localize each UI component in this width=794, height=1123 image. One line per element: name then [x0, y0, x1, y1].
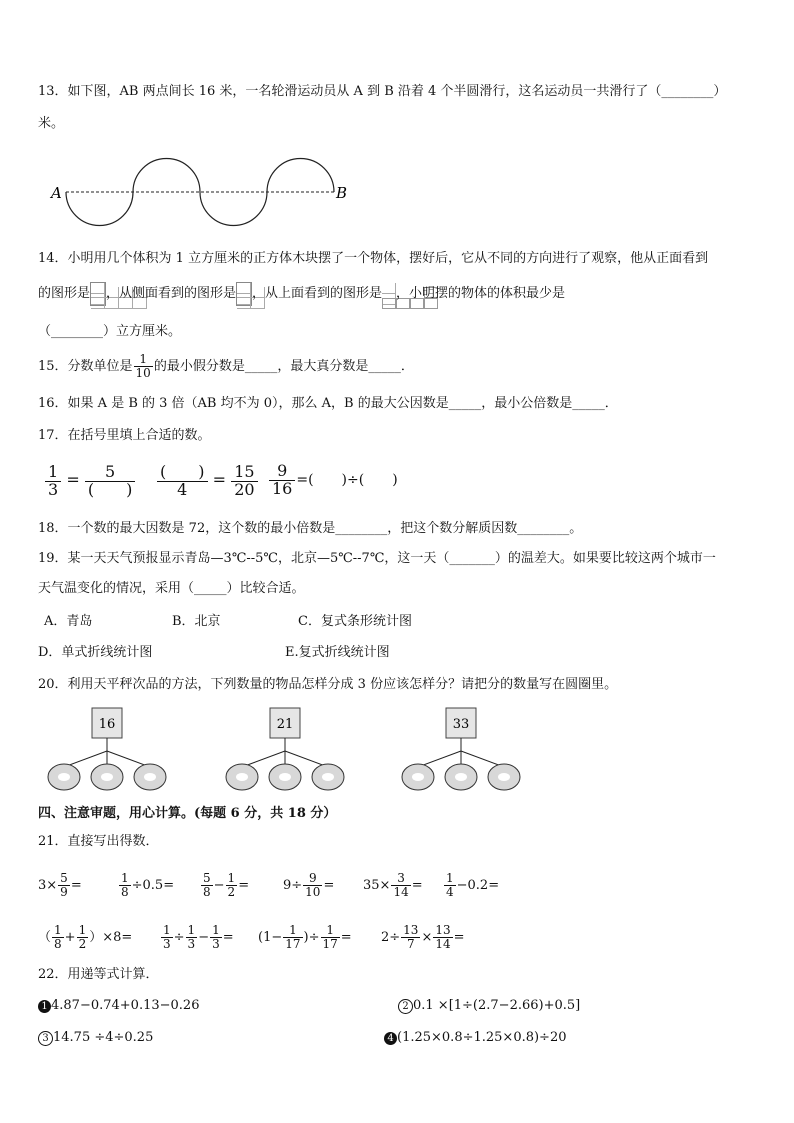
- fraction-denominator: 2: [78, 937, 87, 951]
- box-number: 16: [98, 717, 116, 732]
- fraction: [52, 924, 64, 950]
- expr: (1.25×0.8÷1.25×0.8)÷20: [397, 1030, 567, 1045]
- fraction: [231, 464, 257, 499]
- fraction-denominator: 3: [163, 937, 171, 951]
- expr-post: =: [323, 878, 335, 893]
- expr-pre: （: [38, 930, 52, 945]
- q21-item: [200, 866, 249, 906]
- q22-item-3: [38, 1030, 153, 1046]
- fraction-numerator: 1: [163, 923, 171, 938]
- q14-seg4: ，小明摆的物体的体积最少是: [396, 286, 566, 301]
- fraction-numerator: 1: [321, 924, 340, 938]
- q21-title: 21．直接写出得数．: [38, 834, 159, 849]
- q21-item: [38, 866, 82, 906]
- q19-option-e: E.复式折线统计图: [285, 645, 390, 660]
- fraction-numerator: 1: [446, 871, 454, 886]
- circled-number: 1: [38, 1000, 51, 1013]
- q21-item: [118, 866, 174, 906]
- fraction: [119, 872, 131, 898]
- operator: −: [213, 878, 225, 893]
- q22-item-4: [384, 1030, 567, 1046]
- q17-title: 17．在括号里填上合适的数。: [38, 428, 211, 443]
- fraction-unit: [134, 353, 153, 379]
- expr-post: =: [411, 878, 423, 893]
- fraction-denominator: 20: [234, 480, 255, 499]
- fraction-denominator: 16: [272, 479, 293, 498]
- expr-post: ）×8=: [89, 930, 133, 945]
- q13-line2: 米。: [38, 116, 65, 131]
- fraction: [201, 872, 213, 898]
- fraction-denominator: 4: [446, 885, 454, 899]
- q22-title: 22．用递等式计算．: [38, 967, 159, 982]
- fraction-numerator: 3: [391, 872, 410, 886]
- fraction-numerator: 1: [227, 871, 236, 886]
- fraction-numerator: 9: [303, 872, 322, 886]
- fraction: [269, 463, 295, 498]
- fraction-numerator: 5: [60, 871, 68, 886]
- fraction: [45, 464, 61, 499]
- q17-eq3-rest: =( )÷( ): [296, 472, 398, 488]
- q13-line1: 13．如下图，AB 两点间长 16 米，一名轮滑运动员从 A 到 B 沿着 4 个半圆滑行，这名运动员一共滑行了（________）: [38, 84, 727, 99]
- fraction-denominator: 14: [435, 937, 451, 951]
- fraction: [283, 924, 302, 950]
- fraction-denominator: 7: [406, 937, 415, 951]
- point-b-label: B: [336, 184, 348, 202]
- operator: −: [198, 930, 210, 945]
- box-number: 21: [276, 717, 294, 732]
- balance-diagram-33: [398, 705, 528, 795]
- q19-option-b: B．北京: [172, 614, 221, 629]
- q14-line2: [38, 279, 565, 309]
- equals: =: [212, 470, 227, 489]
- q19-option-a: A．青岛: [44, 614, 93, 629]
- fraction: [391, 872, 410, 898]
- circled-number: 3: [38, 1031, 53, 1046]
- q20-line: 20．利用天平秤次品的方法，下列数量的物品怎样分成 3 份应该怎样分？请把分的数量写在圆圈里。: [38, 677, 618, 692]
- balance-diagram-16: [44, 705, 174, 795]
- top-view-figure: [382, 283, 396, 305]
- fraction-numerator: 1: [45, 464, 61, 482]
- expr-pre: (1−: [258, 930, 283, 945]
- fraction-denominator: 17: [285, 937, 301, 951]
- fraction: [210, 924, 222, 950]
- q14-line1: 14．小明用几个体积为 1 立方厘米的正方体木块摆了一个物体，摆好后，它从不同的方向进行了观察，他从正面看到: [38, 251, 709, 266]
- equals: =: [66, 470, 80, 489]
- fraction-numerator: 1: [54, 923, 62, 938]
- fraction-numerator: 1: [134, 353, 153, 367]
- circled-number: 2: [398, 999, 413, 1014]
- expr-post: ÷0.5=: [131, 878, 175, 893]
- section-4-heading: 四、注意审题，用心计算。(每题 6 分，共 18 分）: [38, 806, 337, 821]
- operator: )÷: [303, 930, 320, 945]
- fraction: [444, 872, 456, 898]
- q18-line: 18．一个数的最大因数是 72，这个数的最小倍数是________，把这个数分解质因数________。: [38, 521, 583, 536]
- q17-eq3: [268, 455, 398, 506]
- q21-item: [160, 918, 234, 958]
- fraction-denominator: 8: [54, 937, 62, 951]
- fraction-numerator: 1: [283, 924, 302, 938]
- circled-number: 4: [384, 1032, 397, 1045]
- fraction-denominator: 10: [135, 366, 151, 380]
- q17-eq2: [156, 455, 259, 507]
- fraction-denominator: 4: [177, 480, 188, 499]
- fraction-denominator: 8: [121, 885, 129, 899]
- fraction: [77, 924, 89, 950]
- q14-line3: （________）立方厘米。: [38, 324, 182, 339]
- fraction-denominator: 9: [60, 885, 68, 899]
- expr: 4.87−0.74+0.13−0.26: [51, 998, 200, 1013]
- balance-diagram-21: [222, 705, 352, 795]
- expr-post: =: [238, 878, 250, 893]
- operator: ×: [421, 930, 433, 945]
- q19-line2: 天气温变化的情况，采用（_____）比较合适。: [38, 581, 305, 596]
- expr-pre: 2÷: [381, 930, 401, 945]
- fraction: [303, 872, 322, 898]
- q22-item-1: [38, 998, 199, 1014]
- q21-item: [363, 866, 423, 906]
- fraction-numerator: 15: [231, 464, 257, 482]
- fraction-denominator: ( ): [87, 480, 133, 499]
- fraction: [433, 924, 452, 950]
- fraction: [58, 872, 70, 898]
- expr-pre: 35×: [363, 878, 391, 893]
- q21-item: [38, 918, 132, 958]
- fraction-numerator: 13: [403, 923, 419, 938]
- fraction: [157, 464, 208, 499]
- q19-line1: 19．某一天天气预报显示青岛—3℃--5℃，北京—5℃--7℃，这一天（_______）的温差大。如果要比较这两个城市一: [38, 551, 716, 566]
- fraction-denominator: 2: [227, 885, 236, 899]
- expr-post: =: [222, 930, 234, 945]
- q21-item: [443, 866, 499, 906]
- fraction: [85, 464, 136, 499]
- fraction-numerator: 1: [212, 923, 220, 938]
- q14-seg2: ，从侧面看到的图形是: [106, 286, 237, 301]
- q21-item: [283, 866, 334, 906]
- expr-pre: 9÷: [283, 878, 303, 893]
- fraction-denominator: 3: [48, 480, 59, 499]
- fraction: [321, 924, 340, 950]
- fraction-numerator: ( ): [157, 464, 208, 482]
- fraction-numerator: 1: [121, 871, 129, 886]
- fraction: [401, 924, 420, 950]
- side-view-figure: [236, 282, 252, 306]
- fraction-denominator: 8: [203, 885, 211, 899]
- semicircle-path-diagram: [46, 154, 366, 234]
- q22-item-2: [398, 998, 580, 1014]
- box-number: 33: [452, 717, 470, 732]
- fraction-numerator: 5: [85, 464, 136, 482]
- q21-item: [381, 918, 465, 958]
- fraction-numerator: 1: [187, 923, 196, 938]
- expr-post: −0.2=: [456, 878, 500, 893]
- point-a-label: A: [51, 184, 62, 202]
- q19-option-d: D．单式折线统计图: [38, 645, 153, 660]
- q15-pre: 15．分数单位是: [38, 359, 133, 374]
- q14-seg3: ，从上面看到的图形是: [252, 286, 383, 301]
- q15-post: 的最小假分数是_____，最大真分数是_____．: [153, 359, 414, 374]
- expr-post: =: [453, 930, 465, 945]
- expr: 14.75 ÷4÷0.25: [53, 1030, 154, 1045]
- fraction-numerator: 9: [269, 463, 295, 481]
- q17-eq1: [44, 455, 136, 507]
- fraction: [226, 872, 238, 898]
- expr-post: =: [70, 878, 82, 893]
- q16-line: 16．如果 A 是 B 的 3 倍（AB 均不为 0），那么 A，B 的最大公因数是_____，最小公倍数是_____．: [38, 396, 618, 411]
- fraction-numerator: 13: [435, 923, 451, 938]
- q19-option-c: C．复式条形统计图: [298, 614, 412, 629]
- fraction-denominator: 17: [322, 937, 338, 951]
- q21-item: [258, 918, 352, 958]
- operator: +: [64, 930, 76, 945]
- fraction-denominator: 3: [187, 937, 196, 951]
- fraction-numerator: 1: [78, 923, 87, 938]
- expr: 0.1 ×[1÷(2.7−2.66)+0.5]: [413, 998, 581, 1013]
- front-view-figure: [90, 282, 106, 306]
- fraction-denominator: 10: [305, 885, 321, 899]
- q14-seg1: 的图形是: [38, 286, 91, 301]
- fraction: [161, 924, 173, 950]
- expr-pre: 3×: [38, 878, 58, 893]
- fraction-denominator: 3: [212, 937, 220, 951]
- fraction: [186, 924, 198, 950]
- fraction-denominator: 14: [393, 885, 409, 899]
- q15-line: [38, 353, 414, 381]
- fraction-numerator: 5: [203, 871, 211, 886]
- operator: ÷: [173, 930, 185, 945]
- expr-post: =: [340, 930, 352, 945]
